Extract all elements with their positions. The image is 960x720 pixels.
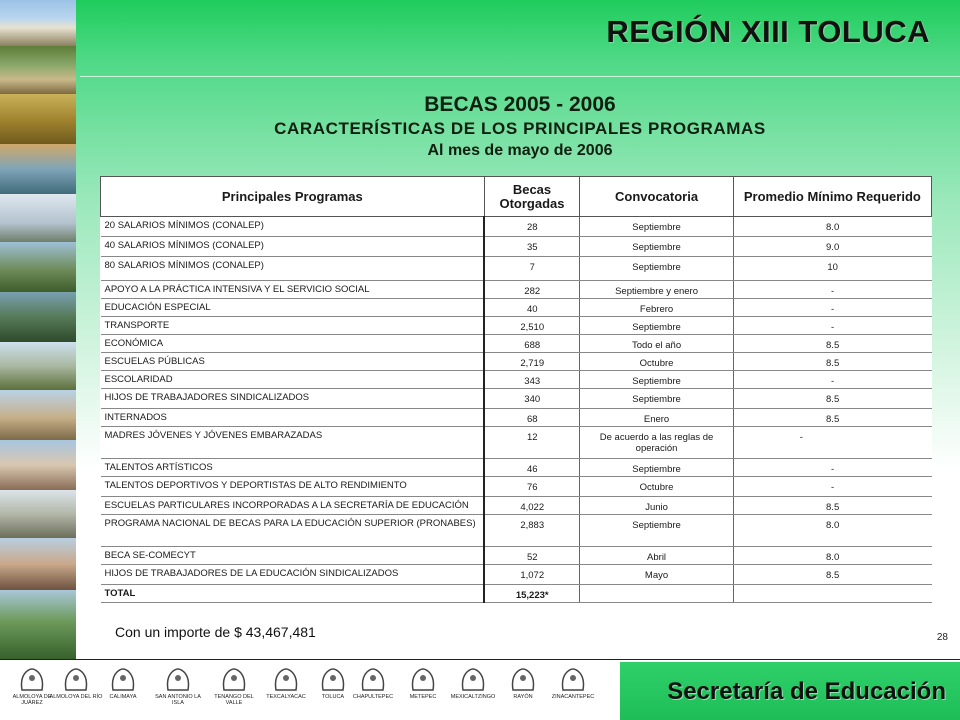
- municipality-label: TOLUCA: [321, 694, 345, 700]
- cell-convocatoria: Octubre: [580, 477, 733, 497]
- table-row: [101, 389, 932, 409]
- glyph-icon: [405, 664, 441, 694]
- table-row: [101, 371, 932, 389]
- cell-programa: HIJOS DE TRABAJADORES SINDICALIZADOS: [101, 389, 485, 409]
- photo-valley: [0, 590, 76, 660]
- importe-text: Con un importe de $ 43,467,481: [115, 624, 316, 640]
- municipality-logo: [206, 664, 262, 706]
- cell-programa: APOYO A LA PRÁCTICA INTENSIVA Y EL SERVICIO SOCIAL: [101, 281, 485, 299]
- municipality-logo: [445, 664, 501, 700]
- cell-promedio: 8.5: [733, 335, 931, 353]
- glyph-icon: [505, 664, 541, 694]
- photo-volcano: [0, 342, 76, 390]
- header-convocatoria: Convocatoria: [580, 177, 733, 217]
- photo-strip: [0, 0, 76, 660]
- cell-programa: MADRES JÓVENES Y JÓVENES EMBARAZADAS: [101, 427, 485, 459]
- title-block: [80, 92, 960, 162]
- cell-becas: 52: [484, 547, 580, 565]
- cell-promedio: -: [733, 459, 931, 477]
- cell-becas: 35: [484, 237, 580, 257]
- cell-promedio: 8.0: [733, 547, 931, 565]
- table-row: [101, 547, 932, 565]
- cell-becas: 282: [484, 281, 580, 299]
- cell-promedio: 10: [733, 257, 931, 281]
- cell-becas: 2,510: [484, 317, 580, 335]
- cell-programa: TRANSPORTE: [101, 317, 485, 335]
- table-row: [101, 515, 932, 547]
- table-row: [101, 565, 932, 585]
- total-programa: TOTAL: [101, 585, 485, 603]
- cell-programa: 20 SALARIOS MÍNIMOS (CONALEP): [101, 217, 485, 237]
- photo-building: [0, 0, 76, 46]
- cell-promedio: -: [733, 371, 931, 389]
- table-row: [101, 237, 932, 257]
- cell-programa: ESCUELAS PARTICULARES INCORPORADAS A LA SECRETARÍA DE EDUCACIÓN: [101, 497, 485, 515]
- secretaria-label: Secretaría de Educación: [667, 678, 946, 705]
- cell-promedio: 8.5: [733, 565, 931, 585]
- cell-promedio: 8.5: [733, 353, 931, 371]
- table-total-row: [101, 585, 932, 603]
- table-row: [101, 427, 932, 459]
- table-header-row: [101, 177, 932, 217]
- divider: [80, 76, 960, 77]
- cell-convocatoria: Septiembre: [580, 317, 733, 335]
- cell-becas: 40: [484, 299, 580, 317]
- table-row: [101, 409, 932, 427]
- cell-promedio: 9.0: [733, 237, 931, 257]
- total-convocatoria: [580, 585, 733, 603]
- cell-promedio: 8.5: [733, 497, 931, 515]
- cell-promedio: -: [733, 299, 931, 317]
- cell-convocatoria: Febrero: [580, 299, 733, 317]
- cell-becas: 343: [484, 371, 580, 389]
- municipality-label: MEXICALTZINGO: [450, 694, 496, 700]
- cell-convocatoria: Septiembre: [580, 257, 733, 281]
- municipality-logo: [150, 664, 206, 706]
- cell-becas: 68: [484, 409, 580, 427]
- table-row: [101, 459, 932, 477]
- table-row: [101, 353, 932, 371]
- municipality-label: CALIMAYA: [109, 694, 137, 700]
- cell-becas: 2,719: [484, 353, 580, 371]
- cell-programa: EDUCACIÓN ESPECIAL: [101, 299, 485, 317]
- cell-convocatoria: Septiembre: [580, 371, 733, 389]
- cell-convocatoria: Septiembre y enero: [580, 281, 733, 299]
- glyph-icon: [355, 664, 391, 694]
- municipality-label: METEPEC: [409, 694, 437, 700]
- cell-becas: 340: [484, 389, 580, 409]
- cell-programa: TALENTOS ARTÍSTICOS: [101, 459, 485, 477]
- total-promedio: [733, 585, 931, 603]
- table-row: [101, 217, 932, 237]
- cell-programa: HIJOS DE TRABAJADORES DE LA EDUCACIÓN SINDICALIZADOS: [101, 565, 485, 585]
- photo-reeds: [0, 94, 76, 144]
- cell-programa: 80 SALARIOS MÍNIMOS (CONALEP): [101, 257, 485, 281]
- photo-plaza: [0, 390, 76, 440]
- glyph-icon: [160, 664, 196, 694]
- footer-divider: [0, 659, 960, 660]
- cell-programa: ESCUELAS PÚBLICAS: [101, 353, 485, 371]
- municipality-label: CHAPULTEPEC: [352, 694, 394, 700]
- cell-promedio: 8.5: [733, 389, 931, 409]
- cell-promedio: -: [733, 427, 931, 459]
- municipality-logo: [395, 664, 451, 700]
- cell-becas: 688: [484, 335, 580, 353]
- glyph-icon: [58, 664, 94, 694]
- cell-becas: 2,883: [484, 515, 580, 547]
- total-becas: 15,223*: [484, 585, 580, 603]
- photo-hills: [0, 242, 76, 292]
- cell-convocatoria: Mayo: [580, 565, 733, 585]
- cell-programa: PROGRAMA NACIONAL DE BECAS PARA LA EDUCACIÓN SUPERIOR (PRONABES): [101, 515, 485, 547]
- glyph-icon: [455, 664, 491, 694]
- cell-convocatoria: Enero: [580, 409, 733, 427]
- cell-convocatoria: Septiembre: [580, 217, 733, 237]
- page-date: Al mes de mayo de 2006: [427, 142, 613, 159]
- cell-promedio: 8.0: [733, 515, 931, 547]
- cell-becas: 46: [484, 459, 580, 477]
- municipality-logo: [495, 664, 551, 700]
- municipality-label: SAN ANTONIO LA ISLA: [155, 694, 201, 706]
- table-row: [101, 497, 932, 515]
- region-title: REGIÓN XIII TOLUCA: [606, 14, 930, 49]
- cell-promedio: -: [733, 281, 931, 299]
- municipality-label: TENANGO DEL VALLE: [214, 694, 254, 706]
- cell-convocatoria: Todo el año: [580, 335, 733, 353]
- cell-promedio: -: [733, 477, 931, 497]
- cell-promedio: -: [733, 317, 931, 335]
- glyph-icon: [105, 664, 141, 694]
- cell-convocatoria: De acuerdo a las reglas de operación: [580, 427, 733, 459]
- cell-programa: ESCOLARIDAD: [101, 371, 485, 389]
- municipality-label: TEXCALYACAC: [266, 694, 306, 700]
- cell-convocatoria: Septiembre: [580, 459, 733, 477]
- cell-becas: 28: [484, 217, 580, 237]
- glyph-icon: [216, 664, 252, 694]
- cell-convocatoria: Octubre: [580, 353, 733, 371]
- photo-field: [0, 490, 76, 538]
- table-row: [101, 299, 932, 317]
- cell-promedio: 8.5: [733, 409, 931, 427]
- glyph-icon: [14, 664, 50, 694]
- page-title: BECAS 2005 - 2006: [424, 93, 616, 116]
- cell-convocatoria: Septiembre: [580, 237, 733, 257]
- table-row: [101, 317, 932, 335]
- photo-cathedral: [0, 538, 76, 590]
- table-row: [101, 335, 932, 353]
- table-row: [101, 281, 932, 299]
- cell-programa: BECA SE-COMECYT: [101, 547, 485, 565]
- glyph-icon: [268, 664, 304, 694]
- cell-becas: 12: [484, 427, 580, 459]
- cell-convocatoria: Septiembre: [580, 515, 733, 547]
- photo-industry: [0, 194, 76, 242]
- cell-programa: TALENTOS DEPORTIVOS Y DEPORTISTAS DE ALTO RENDIMIENTO: [101, 477, 485, 497]
- municipality-label: ZINACANTEPEC: [551, 694, 595, 700]
- glyph-icon: [555, 664, 591, 694]
- cell-becas: 1,072: [484, 565, 580, 585]
- cell-becas: 76: [484, 477, 580, 497]
- cell-programa: ECONÓMICA: [101, 335, 485, 353]
- secretaria-banner: [620, 662, 960, 720]
- cell-promedio: 8.0: [733, 217, 931, 237]
- photo-bridge: [0, 292, 76, 342]
- municipality-label: ALMOLOYA DE JUÁREZ: [12, 694, 52, 706]
- table-body: [101, 217, 932, 603]
- header-programa: Principales Programas: [101, 177, 485, 217]
- table-row: [101, 477, 932, 497]
- table-row: [101, 257, 932, 281]
- page-subtitle: CARACTERÍSTICAS DE LOS PRINCIPALES PROGRAMAS: [274, 119, 766, 138]
- photo-church: [0, 440, 76, 490]
- municipality-logo: [345, 664, 401, 700]
- municipality-label: ALMOLOYA DEL RÍO: [49, 694, 103, 700]
- page-number: 28: [936, 632, 948, 643]
- cell-programa: INTERNADOS: [101, 409, 485, 427]
- cell-convocatoria: Abril: [580, 547, 733, 565]
- municipality-logo: [545, 664, 601, 700]
- cell-becas: 7: [484, 257, 580, 281]
- municipality-label: RAYÓN: [513, 694, 533, 700]
- cell-convocatoria: Junio: [580, 497, 733, 515]
- cell-convocatoria: Septiembre: [580, 389, 733, 409]
- cell-becas: 4,022: [484, 497, 580, 515]
- programs-table: [100, 176, 932, 603]
- photo-forest-path: [0, 46, 76, 94]
- header-becas: Becas Otorgadas: [484, 177, 580, 217]
- cell-programa: 40 SALARIOS MÍNIMOS (CONALEP): [101, 237, 485, 257]
- photo-lake-boat: [0, 144, 76, 194]
- header-promedio: Promedio Mínimo Requerido: [733, 177, 931, 217]
- municipality-logo: [95, 664, 151, 700]
